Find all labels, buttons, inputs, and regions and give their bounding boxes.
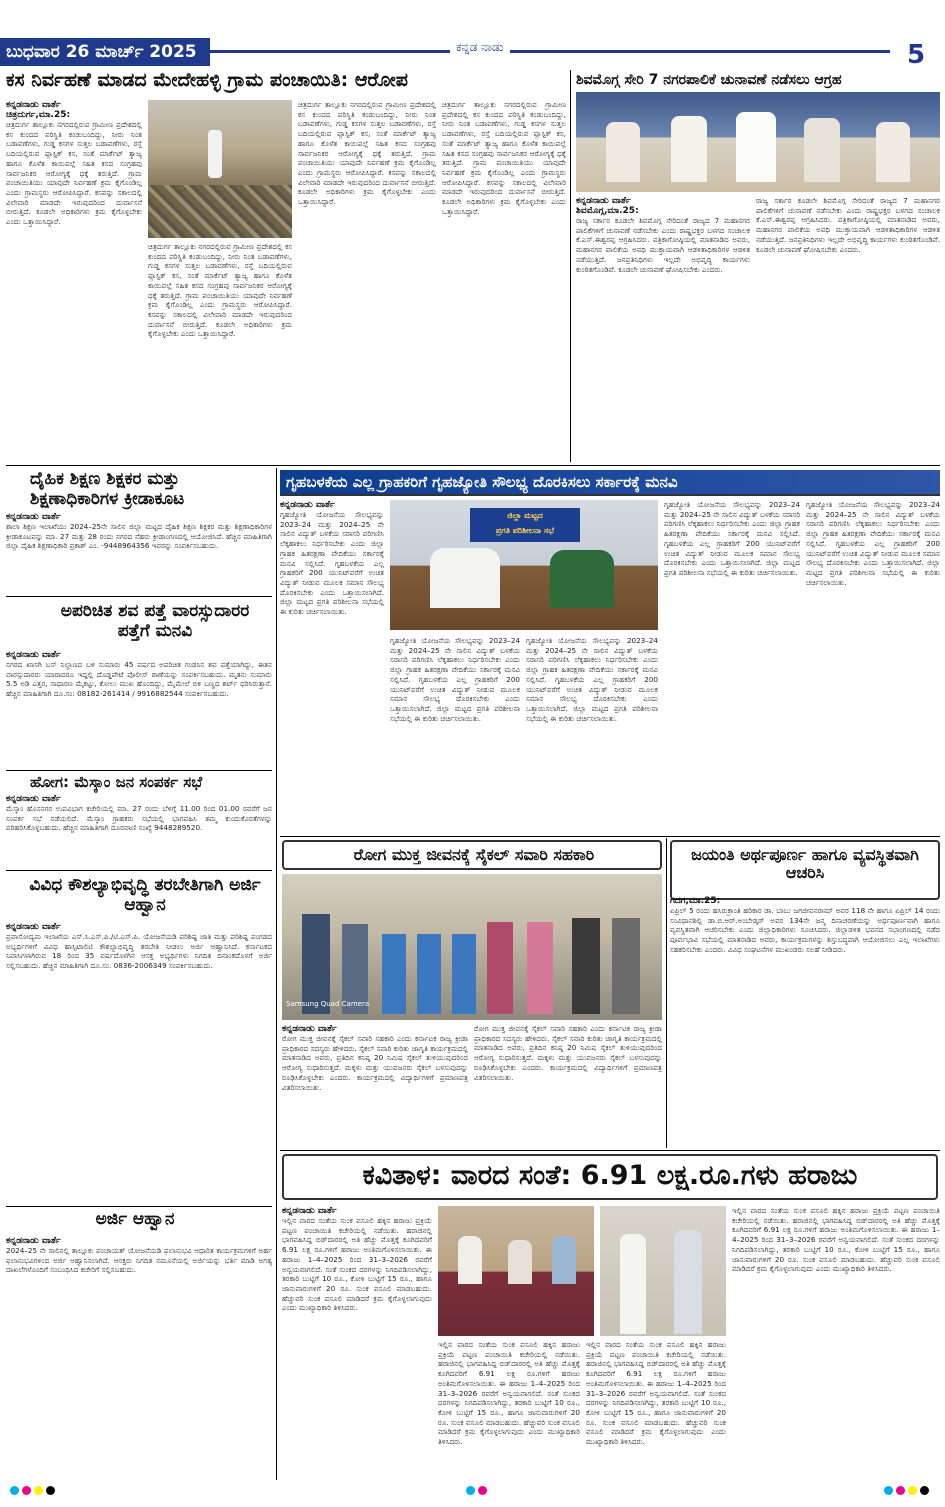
registration-dot <box>46 1486 55 1495</box>
headline-cycle: ರೋಗ ಮುಕ್ತ ಜೀವನಕ್ಕೆ ಸೈಕಲ್ ಸವಾರಿ ಸಹಕಾರಿ <box>353 845 595 864</box>
auction-photo-2 <box>600 1206 726 1336</box>
body-garbage-col3: ಚಿತ್ರದುರ್ಗ ತಾಲ್ಲೂಕು ನಗರದಲ್ಲಿರುವ ಗ್ರಾಮೀಣ ಪ್ರದೇಶದಲ್ಲಿ ಕಸ ಕುಂದದ ಪರಿಸ್ಥಿತಿ ಕಂಡುಬಂದಿದ್ದು, ನೀರು ನಿಂತ ಬಡಾವಣೆಗಳು, ಗುಡ್ಡ ಕಸಗಳ ಸುತ್ತಲ ಬಡಾವಣೆಗಳು, ರಸ್ತೆ ಬದಿಯಲ್ಲಿರುವ ಪ್ಲಾಸ್ಟಿಕ್ ಕಸ, ಸಂತೆ ಮಾರ್ಕೆಟ್ ತ್ಯಾಜ್ಯ ಹಾಗೂ ಕೊಳೆತ ಕಾಯಿಪಲ್ಲೆ ಸಹಿತ ಕಸದ ಸಂಗ್ರಹವು ಸಾರ್ವಜನಿಕರ ಆರೋಗ್ಯಕ್ಕೆ ಧಕ್ಕೆ ತರುತ್ತಿದೆ. ಗ್ರಾಮ ಪಂಚಾಯಿತಿಯು ಯಾವುದೇ ನಿರ್ವಹಣೆ ಕ್ರಮ ಕೈಗೊಂಡಿಲ್ಲ ಎಂದು ಗ್ರಾಮಸ್ಥರು ಆರೋಪಿಸಿದ್ದಾರೆ. ಕಸವನ್ನು ಸಕಾಲದಲ್ಲಿ ವಿಲೇವಾರಿ ಮಾಡದೇ ಇರುವುದರಿಂದ ದುರ್ವಾಸನೆ ಬೀರುತ್ತಿದೆ. ಕೂಡಲೇ ಅಧಿಕಾರಿಗಳು ಕ್ರಮ ಕೈಗೊಳ್ಳಬೇಕು ಎಂದು ಒತ್ತಾಯಿಸಿದ್ದಾರೆ. <box>298 100 436 207</box>
horizontal-rule-3 <box>280 1150 940 1151</box>
registration-dot <box>884 1486 893 1495</box>
byline-pe-teachers: ಕನ್ನಡನಾಡು ವಾರ್ತೆ <box>6 512 61 522</box>
headline-jayanthi: ಜಯಂತಿ ಅರ್ಥಪೂರ್ಣ ಹಾಗೂ ವ್ಯವಸ್ಥಿತವಾಗಿ ಆಚರಿಸಿ <box>691 845 919 883</box>
body-gruhajyothi-col5: ಗೃಹಜ್ಯೋತಿ ಯೋಜನೆಯ ಸೌಲಭ್ಯವನ್ನು 2023–24 ಮತ್ತು 2024–25 ನೇ ಸಾಲಿನ ವಿದ್ಯುತ್ ಬಳಕೆಯ ಸರಾಸರಿ ಪರಿಗಣಿಸಿ ಲೆಕ್ಕಹಾಕಲು ನಿರ್ಧರಿಸಬೇಕು ಎಂದು ಜಿಲ್ಲಾ ಗ್ರಾಹಕ ಹಿತರಕ್ಷಣಾ ವೇದಿಕೆಯು ಸರ್ಕಾರಕ್ಕೆ ಮನವಿ ಸಲ್ಲಿಸಿದೆ. ಗೃಹಬಳಕೆಯ ಎಲ್ಲ ಗ್ರಾಹಕರಿಗೆ 200 ಯುನಿಟ್‌ವರೆಗೆ ಉಚಿತ ವಿದ್ಯುತ್ ನೀಡುವ ಮೂಲಕ ಸಮಾನ ಸೌಲಭ್ಯ ದೊರಕಿಸಬೇಕು ಎಂದು ಒತ್ತಾಯಿಸಲಾಗಿದೆ. ಜಿಲ್ಲಾ ಮಟ್ಟದ ಪ್ರಗತಿ ಪರಿಶೀಲನಾ ಸಭೆಯಲ್ಲಿ ಈ ಕುರಿತು ಚರ್ಚಿಸಲಾಯಿತು. <box>806 500 940 587</box>
headline-mescom: ಹೋಗ: ಮೆಸ್ಕಾಂ ಜನ ಸಂಪರ್ಕ ಸಭೆ <box>30 773 203 791</box>
byline-garbage: ಕನ್ನಡನಾಡು ವಾರ್ತೆ <box>6 100 61 110</box>
body-garbage-col2: ಚಿತ್ರದುರ್ಗ ತಾಲ್ಲೂಕು ನಗರದಲ್ಲಿರುವ ಗ್ರಾಮೀಣ ಪ್ರದೇಶದಲ್ಲಿ ಕಸ ಕುಂದದ ಪರಿಸ್ಥಿತಿ ಕಂಡುಬಂದಿದ್ದು, ನೀರು ನಿಂತ ಬಡಾವಣೆಗಳು, ಗುಡ್ಡ ಕಸಗಳ ಸುತ್ತಲ ಬಡಾವಣೆಗಳು, ರಸ್ತೆ ಬದಿಯಲ್ಲಿರುವ ಪ್ಲಾಸ್ಟಿಕ್ ಕಸ, ಸಂತೆ ಮಾರ್ಕೆಟ್ ತ್ಯಾಜ್ಯ ಹಾಗೂ ಕೊಳೆತ ಕಾಯಿಪಲ್ಲೆ ಸಹಿತ ಕಸದ ಸಂಗ್ರಹವು ಸಾರ್ವಜನಿಕರ ಆರೋಗ್ಯಕ್ಕೆ ಧಕ್ಕೆ ತರುತ್ತಿದೆ. ಗ್ರಾಮ ಪಂಚಾಯಿತಿಯು ಯಾವುದೇ ನಿರ್ವಹಣೆ ಕ್ರಮ ಕೈಗೊಂಡಿಲ್ಲ ಎಂದು ಗ್ರಾಮಸ್ಥರು ಆರೋಪಿಸಿದ್ದಾರೆ. ಕಸವನ್ನು ಸಕಾಲದಲ್ಲಿ ವಿಲೇವಾರಿ ಮಾಡದೇ ಇರುವುದರಿಂದ ದುರ್ವಾಸನೆ ಬೀರುತ್ತಿದೆ. ಕೂಡಲೇ ಅಧಿಕಾರಿಗಳು ಕ್ರಮ ಕೈಗೊಳ್ಳಬೇಕು ಎಂದು ಒತ್ತಾಯಿಸಿದ್ದಾರೆ. <box>148 242 292 339</box>
dateline-garbage: ಚಿತ್ರದುರ್ಗ,ಮಾ.25: <box>6 110 71 120</box>
body-gruhajyothi-col3: ಗೃಹಜ್ಯೋತಿ ಯೋಜನೆಯ ಸೌಲಭ್ಯವನ್ನು 2023–24 ಮತ್ತು 2024–25 ನೇ ಸಾಲಿನ ವಿದ್ಯುತ್ ಬಳಕೆಯ ಸರಾಸರಿ ಪರಿಗಣಿಸಿ ಲೆಕ್ಕಹಾಕಲು ನಿರ್ಧರಿಸಬೇಕು ಎಂದು ಜಿಲ್ಲಾ ಗ್ರಾಹಕ ಹಿತರಕ್ಷಣಾ ವೇದಿಕೆಯು ಸರ್ಕಾರಕ್ಕೆ ಮನವಿ ಸಲ್ಲಿಸಿದೆ. ಗೃಹಬಳಕೆಯ ಎಲ್ಲ ಗ್ರಾಹಕರಿಗೆ 200 ಯುನಿಟ್‌ವರೆಗೆ ಉಚಿತ ವಿದ್ಯುತ್ ನೀಡುವ ಮೂಲಕ ಸಮಾನ ಸೌಲಭ್ಯ ದೊರಕಿಸಬೇಕು ಎಂದು ಒತ್ತಾಯಿಸಲಾಗಿದೆ. ಜಿಲ್ಲಾ ಮಟ್ಟದ ಪ್ರಗತಿ ಪರಿಶೀಲನಾ ಸಭೆಯಲ್ಲಿ ಈ ಕುರಿತು ಚರ್ಚಿಸಲಾಯಿತು. <box>526 636 658 723</box>
byline-unknown-body: ಕನ್ನಡನಾಡು ವಾರ್ತೆ <box>6 650 61 660</box>
issue-date: ಬುಧವಾರ 26 ಮಾರ್ಚ್ 2025 <box>0 38 210 66</box>
body-skill: ಪ್ರವಾಸೋದ್ಯಮ ಇಲಾಖೆಯ ಎಸ್.ಸಿ.ಎಸ್.ಪಿ./ಟಿ.ಎಸ್.ಪಿ. ಯೋಜನೆಯಡಿ ಪರಿಶಿಷ್ಟ ಜಾತಿ ಮತ್ತು ಪರಿಶಿಷ್ಟ ಪಂಗಡದ ಅಭ್ಯರ್ಥಿಗಳಿಗೆ ವಿವಿಧ ಹಾಸ್ಪಿಟಾಲಿಟಿ ಕೌಶಲ್ಯಾಭಿವೃದ್ಧಿ ತರಬೇತಿ ನೀಡಲು ಅರ್ಜಿ ಆಹ್ವಾನಿಸಿದೆ. ಕರ್ನಾಟಕದ ನಿವಾಸಿಗಳಾಗಿರುವ 18 ರಿಂದ 35 ವರ್ಷದೊಳಗಿನ ಆಸಕ್ತ ಅಭ್ಯರ್ಥಿಗಳು ನಿಗದಿತ ದಿನಾಂಕದೊಳಗೆ ಅರ್ಜಿ ಸಲ್ಲಿಸಬಹುದು. ಹೆಚ್ಚಿನ ಮಾಹಿತಿಗಾಗಿ ದೂ.ಸಂ. 0836-2006349 ಸಂಪರ್ಕಿಸಬಹುದು. <box>6 932 272 971</box>
body-garbage-col4: ಚಿತ್ರದುರ್ಗ ತಾಲ್ಲೂಕು ನಗರದಲ್ಲಿರುವ ಗ್ರಾಮೀಣ ಪ್ರದೇಶದಲ್ಲಿ ಕಸ ಕುಂದದ ಪರಿಸ್ಥಿತಿ ಕಂಡುಬಂದಿದ್ದು, ನೀರು ನಿಂತ ಬಡಾವಣೆಗಳು, ಗುಡ್ಡ ಕಸಗಳ ಸುತ್ತಲ ಬಡಾವಣೆಗಳು, ರಸ್ತೆ ಬದಿಯಲ್ಲಿರುವ ಪ್ಲಾಸ್ಟಿಕ್ ಕಸ, ಸಂತೆ ಮಾರ್ಕೆಟ್ ತ್ಯಾಜ್ಯ ಹಾಗೂ ಕೊಳೆತ ಕಾಯಿಪಲ್ಲೆ ಸಹಿತ ಕಸದ ಸಂಗ್ರಹವು ಸಾರ್ವಜನಿಕರ ಆರೋಗ್ಯಕ್ಕೆ ಧಕ್ಕೆ ತರುತ್ತಿದೆ. ಗ್ರಾಮ ಪಂಚಾಯಿತಿಯು ಯಾವುದೇ ನಿರ್ವಹಣೆ ಕ್ರಮ ಕೈಗೊಂಡಿಲ್ಲ ಎಂದು ಗ್ರಾಮಸ್ಥರು ಆರೋಪಿಸಿದ್ದಾರೆ. ಕಸವನ್ನು ಸಕಾಲದಲ್ಲಿ ವಿಲೇವಾರಿ ಮಾಡದೇ ಇರುವುದರಿಂದ ದುರ್ವಾಸನೆ ಬೀರುತ್ತಿದೆ. ಕೂಡಲೇ ಅಧಿಕಾರಿಗಳು ಕ್ರಮ ಕೈಗೊಳ್ಳಬೇಕು ಎಂದು ಒತ್ತಾಯಿಸಿದ್ದಾರೆ. <box>442 100 566 216</box>
auction-photo-1 <box>438 1206 594 1336</box>
body-mescom: ಮೆಸ್ಕಾಂ ಹೊಸನಗರ ಉಪವಿಭಾಗ ಕಚೇರಿಯಲ್ಲಿ ಮಾ. 27 ರಂದು ಬೆಳಿಗ್ಗೆ 11.00 ರಿಂದ 01.00 ರವರೆಗೆ ಜನ ಸಂಪರ್ಕ ಸಭೆ ನಡೆಯಲಿದೆ. ಮೆಸ್ಕಾಂ ಗ್ರಾಹಕರು ಸಭೆಯಲ್ಲಿ ಭಾಗವಹಿಸಿ ತಮ್ಮ ಕುಂದುಕೊರತೆಗಳನ್ನು ಪರಿಹರಿಸಿಕೊಳ್ಳಬಹುದು. ಹೆಚ್ಚಿನ ಮಾಹಿತಿಗಾಗಿ ದೂರವಾಣಿ ಸಂಖ್ಯೆ 9448289520. <box>6 804 272 833</box>
headline-unknown-body: ಅಪರಿಚಿತ ಶವ ಪತ್ತೆ ವಾರಸ್ಸುದಾರರ ಪತ್ತೆಗೆ ಮನವಿ <box>60 601 250 641</box>
headline-garbage: ಕಸ ನಿರ್ವಹಣೆ ಮಾಡದ ಮೇದೇಹಳ್ಳಿ ಗ್ರಾಮ ಪಂಚಾಯಿತಿ: ಆರೋಪ <box>6 69 408 91</box>
meeting-banner <box>470 508 580 542</box>
registration-dot <box>908 1486 917 1495</box>
horizontal-rule-1 <box>6 465 940 466</box>
vertical-rule-left <box>276 468 277 1480</box>
body-application: 2024–25 ನೇ ಸಾಲಿನಲ್ಲಿ ತಾಲ್ಲೂಕು ಪಂಚಾಯತ್ ಯೋಜನೆಯಡಿ ಫಲಾನುಭವಿ ಆಧಾರಿತ ಕಾರ್ಯಕ್ರಮಗಳಿಗೆ ಅರ್ಹ ಫಲಾನುಭವಿಗಳಿಂದ ಅರ್ಜಿ ಆಹ್ವಾನಿಸಲಾಗಿದೆ. ಆಸಕ್ತರು ನಿಗದಿತ ನಮೂನೆಯಲ್ಲಿ ಅರ್ಜಿಯನ್ನು ಭರ್ತಿ ಮಾಡಿ ಅಗತ್ಯ ದಾಖಲೆಗಳೊಂದಿಗೆ ಸಂಬಂಧಿಸಿದ ಕಚೇರಿಗೆ ಸಲ್ಲಿಸಬಹುದು. <box>6 1246 272 1275</box>
headline-skill: ವಿವಿಧ ಕೌಶಲ್ಯಾಭಿವೃದ್ಧಿ ತರಬೇತಿಗಾಗಿ ಅರ್ಜಿ ಆಹ್ವಾನ <box>29 875 261 915</box>
registration-dot <box>466 1486 475 1495</box>
body-shivamogga-col2: ರಾಜ್ಯ ಸರ್ಕಾರ ಕೂಡಲೇ ಶಿವಮೊಗ್ಗ ಸೇರಿದಂತೆ ರಾಜ್ಯದ 7 ಮಹಾನಗರ ಪಾಲಿಕೆಗಳಿಗೆ ಚುನಾವಣೆ ನಡೆಸಬೇಕು ಎಂದು ರಾಷ್ಟ್ರಭಕ್ತರ ಬಳಗದ ಸಂಚಾಲಕ ಕೆ.ಎಸ್.ಈಶ್ವರಪ್ಪ ಆಗ್ರಹಿಸಿದರು. ಪತ್ರಿಕಾಗೋಷ್ಠಿಯಲ್ಲಿ ಮಾತನಾಡಿದ ಅವರು, ಮಹಾನಗರ ಪಾಲಿಕೆಯ ಅವಧಿ ಮುಕ್ತಾಯವಾಗಿ ಆಡಳಿತಾಧಿಕಾರಿಗಳ ಆಡಳಿತ ನಡೆಯುತ್ತಿದೆ. ಜನಪ್ರತಿನಿಧಿಗಳು ಇಲ್ಲದೇ ಅಭಿವೃದ್ಧಿ ಕಾರ್ಯಗಳು ಕುಂಠಿತಗೊಂಡಿವೆ. ಕೂಡಲೇ ಚುನಾವಣೆ ಘೋಷಿಸಬೇಕು ಎಂದರು. <box>756 196 940 254</box>
body-market-col3: ಇಲ್ಲಿನ ವಾರದ ಸಂತೆಯ ಸುಂಕ ವಸೂಲಿ ಹಕ್ಕಿನ ಹರಾಜು ಪ್ರಕ್ರಿಯೆ ಪಟ್ಟಣ ಪಂಚಾಯಿತಿ ಕಚೇರಿಯಲ್ಲಿ ನಡೆಯಿತು. ಹರಾಜಿನಲ್ಲಿ ಭಾಗವಹಿಸಿದ್ದ ಬಿಡ್‌ದಾರರಲ್ಲಿ ಅತಿ ಹೆಚ್ಚು ಮೊತ್ತಕ್ಕೆ ಕೂಗಿದವರಿಗೆ 6.91 ಲಕ್ಷ ರೂ.ಗಳಿಗೆ ಹರಾಜು ಅಂತಿಮಗೊಳಿಸಲಾಯಿತು. ಈ ಹರಾಜು 1–4–2025 ರಿಂದ 31–3–2026 ರವರೆಗೆ ಅನ್ವಯವಾಗಲಿದೆ. ಸಂತೆ ಸುಂಕದ ದರಗಳನ್ನು ನಿಗದಿಪಡಿಸಲಾಗಿದ್ದು, ತರಕಾರಿ ಬುಟ್ಟಿಗೆ 10 ರೂ., ಕೋಳಿ ಬುಟ್ಟಿಗೆ 15 ರೂ., ಹಾಗೂ ಜಾನುವಾರುಗಳಿಗೆ 20 ರೂ. ಸುಂಕ ವಸೂಲಿ ಮಾಡಬಹುದು. ಹೆಚ್ಚುವರಿ ಸುಂಕ ವಸೂಲಿ ಮಾಡಿದರೆ ಕ್ರಮ ಕೈಗೊಳ್ಳಲಾಗುವುದು ಎಂದು ಮುಖ್ಯಾಧಿಕಾರಿ ತಿಳಿಸಿದರು. <box>586 1340 726 1447</box>
body-cycle-col1: ರೋಗ ಮುಕ್ತ ಜೀವನಕ್ಕೆ ಸೈಕಲ್ ಸವಾರಿ ಸಹಕಾರಿ ಎಂದು ಕರ್ನಾಟಕ ರಾಜ್ಯ ಕ್ರೀಡಾ ಪ್ರಾಧಿಕಾರದ ಸದಸ್ಯರು ಹೇಳಿದರು. ಸೈಕಲ್ ಸವಾರಿ ಕುರಿತು ಜಾಗೃತಿ ಕಾರ್ಯಕ್ರಮದಲ್ಲಿ ಮಾತನಾಡಿದ ಅವರು, ಪ್ರತಿದಿನ ಕನಿಷ್ಠ 20 ನಿಮಿಷ ಸೈಕಲ್ ತುಳಿಯುವುದರಿಂದ ಆರೋಗ್ಯ ಸುಧಾರಿಸುತ್ತದೆ. ಮಕ್ಕಳು ಮತ್ತು ಯುವಜನರು ಸೈಕಲ್ ಬಳಸುವುದನ್ನು ರೂಢಿಸಿಕೊಳ್ಳಬೇಕು ಎಂದರು. ಕಾರ್ಯಕ್ರಮದಲ್ಲಿ ವಿದ್ಯಾರ್ಥಿಗಳಿಗೆ ಪ್ರಮಾಣಪತ್ರ ವಿತರಿಸಲಾಯಿತು. <box>282 1034 468 1092</box>
horizontal-rule-2 <box>280 836 940 837</box>
dateline-jayanthi: ಗದಗ,ಮಾ.25: <box>670 896 721 906</box>
body-shivamogga-col1: ರಾಜ್ಯ ಸರ್ಕಾರ ಕೂಡಲೇ ಶಿವಮೊಗ್ಗ ಸೇರಿದಂತೆ ರಾಜ್ಯದ 7 ಮಹಾನಗರ ಪಾಲಿಕೆಗಳಿಗೆ ಚುನಾವಣೆ ನಡೆಸಬೇಕು ಎಂದು ರಾಷ್ಟ್ರಭಕ್ತರ ಬಳಗದ ಸಂಚಾಲಕ ಕೆ.ಎಸ್.ಈಶ್ವರಪ್ಪ ಆಗ್ರಹಿಸಿದರು. ಪತ್ರಿಕಾಗೋಷ್ಠಿಯಲ್ಲಿ ಮಾತನಾಡಿದ ಅವರು, ಮಹಾನಗರ ಪಾಲಿಕೆಯ ಅವಧಿ ಮುಕ್ತಾಯವಾಗಿ ಆಡಳಿತಾಧಿಕಾರಿಗಳ ಆಡಳಿತ ನಡೆಯುತ್ತಿದೆ. ಜನಪ್ರತಿನಿಧಿಗಳು ಇಲ್ಲದೇ ಅಭಿವೃದ್ಧಿ ಕಾರ್ಯಗಳು ಕುಂಠಿತಗೊಂಡಿವೆ. ಕೂಡಲೇ ಚುನಾವಣೆ ಘೋಷಿಸಬೇಕು ಎಂದರು. <box>576 216 750 274</box>
headline-application: ಅರ್ಜಿ ಆಹ್ವಾನ <box>95 1209 175 1229</box>
cycle-photo <box>282 874 662 1020</box>
byline-mescom: ಕನ್ನಡನಾಡು ವಾರ್ತೆ <box>6 794 61 804</box>
rule-left-1 <box>6 596 272 597</box>
body-unknown-body: ನಗರದ ಖಾಸಗಿ ಬಸ್ ನಿಲ್ದಾಣದ ಬಳಿ ಸುಮಾರು 45 ವರ್ಷದ ಅಪರಿಚಿತ ಗಂಡಸಿನ ಶವ ಪತ್ತೆಯಾಗಿದ್ದು, ಈತನ ವಾರಸ್ಸುದಾರರು ಯಾರಾದರೂ ಇದ್ದಲ್ಲಿ ದೊಡ್ಡಪೇಟೆ ಪೊಲೀಸ್ ಠಾಣೆಯನ್ನು ಸಂಪರ್ಕಿಸಬಹುದು. ಮೃತನು ಸುಮಾರು 5.5 ಅಡಿ ಎತ್ತರ, ಸಾಧಾರಣ ಮೈಕಟ್ಟು, ಕೋಲು ಮುಖ ಹೊಂದಿದ್ದು, ಮೈಮೇಲೆ ಬಿಳಿ ಬಣ್ಣದ ಶರ್ಟ್ ಧರಿಸಿರುತ್ತಾನೆ. ಹೆಚ್ಚಿನ ಮಾಹಿತಿಗಾಗಿ ದೂ.ಸಂ: 08182-261414 / 9916882544 ಸಂಪರ್ಕಿಸಬಹುದು. <box>6 660 272 699</box>
body-gruhajyothi-col2: ಗೃಹಜ್ಯೋತಿ ಯೋಜನೆಯ ಸೌಲಭ್ಯವನ್ನು 2023–24 ಮತ್ತು 2024–25 ನೇ ಸಾಲಿನ ವಿದ್ಯುತ್ ಬಳಕೆಯ ಸರಾಸರಿ ಪರಿಗಣಿಸಿ ಲೆಕ್ಕಹಾಕಲು ನಿರ್ಧರಿಸಬೇಕು ಎಂದು ಜಿಲ್ಲಾ ಗ್ರಾಹಕ ಹಿತರಕ್ಷಣಾ ವೇದಿಕೆಯು ಸರ್ಕಾರಕ್ಕೆ ಮನವಿ ಸಲ್ಲಿಸಿದೆ. ಗೃಹಬಳಕೆಯ ಎಲ್ಲ ಗ್ರಾಹಕರಿಗೆ 200 ಯುನಿಟ್‌ವರೆಗೆ ಉಚಿತ ವಿದ್ಯುತ್ ನೀಡುವ ಮೂಲಕ ಸಮಾನ ಸೌಲಭ್ಯ ದೊರಕಿಸಬೇಕು ಎಂದು ಒತ್ತಾಯಿಸಲಾಗಿದೆ. ಜಿಲ್ಲಾ ಮಟ್ಟದ ಪ್ರಗತಿ ಪರಿಶೀಲನಾ ಸಭೆಯಲ್ಲಿ ಈ ಕುರಿತು ಚರ್ಚಿಸಲಾಯಿತು. <box>390 636 520 723</box>
rule-left-4 <box>6 1206 272 1207</box>
byline-gruhajyothi: ಕನ್ನಡನಾಡು ವಾರ್ತೆ <box>280 500 335 510</box>
camera-watermark: Samsung Quad Camera <box>286 1000 370 1008</box>
dateline-shivamogga: ಶಿವಮೊಗ್ಗ,ಮಾ.25: <box>576 206 639 216</box>
headline-pe-teachers: ದೈಹಿಕ ಶಿಕ್ಷಣ ಶಿಕ್ಷಕರ ಮತ್ತು ಶಿಕ್ಷಣಾಧಿಕಾರಿಗಳ ಕ್ರೀಡಾಕೂಟ <box>30 469 185 509</box>
byline-cycle: ಕನ್ನಡನಾಡು ವಾರ್ತೆ <box>282 1024 337 1034</box>
rule-left-3 <box>6 870 272 871</box>
meeting-banner-line2: ಪ್ರಗತಿ ಪರಿಶೀಲನಾ ಸಭೆ <box>495 526 555 535</box>
body-pe-teachers: ಶಾಲಾ ಶಿಕ್ಷಣ ಇಲಾಖೆಯು 2024–25ನೇ ಸಾಲಿನ ಜಿಲ್ಲಾ ಮಟ್ಟದ ದೈಹಿಕ ಶಿಕ್ಷಣ ಶಿಕ್ಷಕರ ಮತ್ತು ಶಿಕ್ಷಣಾಧಿಕಾರಿಗಳ ಕ್ರೀಡಾಕೂಟವನ್ನು ಮಾ. 27 ಮತ್ತು 28 ರಂದು ನಗರದ ನೆಹರು ಕ್ರೀಡಾಂಗಣದಲ್ಲಿ ಆಯೋಜಿಸಿದೆ. ಹೆಚ್ಚಿನ ಮಾಹಿತಿಗಾಗಿ ಜಿಲ್ಲಾ ದೈಹಿಕ ಶಿಕ್ಷಣಾಧಿಕಾರಿ ಪ್ರಕಾಶ್ ಎಂ. -9448964356 ಇವರನ್ನು ಸಂಪರ್ಕಿಸಬಹುದು. <box>6 522 272 551</box>
registration-dot <box>10 1486 19 1495</box>
press-meet-photo <box>576 92 940 192</box>
byline-market: ಕನ್ನಡನಾಡು ವಾರ್ತೆ <box>282 1206 337 1216</box>
paper-name: ಕನ್ನಡ ನಾಡು <box>450 40 510 55</box>
registration-dot <box>34 1486 43 1495</box>
registration-dot <box>22 1486 31 1495</box>
byline-shivamogga: ಕನ್ನಡನಾಡು ವಾರ್ತೆ <box>576 196 631 206</box>
page-number: 5 <box>906 40 926 70</box>
body-market-col1: ಇಲ್ಲಿನ ವಾರದ ಸಂತೆಯ ಸುಂಕ ವಸೂಲಿ ಹಕ್ಕಿನ ಹರಾಜು ಪ್ರಕ್ರಿಯೆ ಪಟ್ಟಣ ಪಂಚಾಯಿತಿ ಕಚೇರಿಯಲ್ಲಿ ನಡೆಯಿತು. ಹರಾಜಿನಲ್ಲಿ ಭಾಗವಹಿಸಿದ್ದ ಬಿಡ್‌ದಾರರಲ್ಲಿ ಅತಿ ಹೆಚ್ಚು ಮೊತ್ತಕ್ಕೆ ಕೂಗಿದವರಿಗೆ 6.91 ಲಕ್ಷ ರೂ.ಗಳಿಗೆ ಹರಾಜು ಅಂತಿಮಗೊಳಿಸಲಾಯಿತು. ಈ ಹರಾಜು 1–4–2025 ರಿಂದ 31–3–2026 ರವರೆಗೆ ಅನ್ವಯವಾಗಲಿದೆ. ಸಂತೆ ಸುಂಕದ ದರಗಳನ್ನು ನಿಗದಿಪಡಿಸಲಾಗಿದ್ದು, ತರಕಾರಿ ಬುಟ್ಟಿಗೆ 10 ರೂ., ಕೋಳಿ ಬುಟ್ಟಿಗೆ 15 ರೂ., ಹಾಗೂ ಜಾನುವಾರುಗಳಿಗೆ 20 ರೂ. ಸುಂಕ ವಸೂಲಿ ಮಾಡಬಹುದು. ಹೆಚ್ಚುವರಿ ಸುಂಕ ವಸೂಲಿ ಮಾಡಿದರೆ ಕ್ರಮ ಕೈಗೊಳ್ಳಲಾಗುವುದು ಎಂದು ಮುಖ್ಯಾಧಿಕಾರಿ ತಿಳಿಸಿದರು. <box>282 1216 432 1313</box>
headline-market: ಕವಿತಾಳ: ವಾರದ ಸಂತೆ: 6.91 ಲಕ್ಷ.ರೂ.ಗಳು ಹರಾಜು <box>362 1160 858 1191</box>
meeting-banner-line1: ಜಿಲ್ಲಾ ಮಟ್ಟದ <box>507 511 543 520</box>
meeting-photo <box>390 500 658 630</box>
body-market-col2: ಇಲ್ಲಿನ ವಾರದ ಸಂತೆಯ ಸುಂಕ ವಸೂಲಿ ಹಕ್ಕಿನ ಹರಾಜು ಪ್ರಕ್ರಿಯೆ ಪಟ್ಟಣ ಪಂಚಾಯಿತಿ ಕಚೇರಿಯಲ್ಲಿ ನಡೆಯಿತು. ಹರಾಜಿನಲ್ಲಿ ಭಾಗವಹಿಸಿದ್ದ ಬಿಡ್‌ದಾರರಲ್ಲಿ ಅತಿ ಹೆಚ್ಚು ಮೊತ್ತಕ್ಕೆ ಕೂಗಿದವರಿಗೆ 6.91 ಲಕ್ಷ ರೂ.ಗಳಿಗೆ ಹರಾಜು ಅಂತಿಮಗೊಳಿಸಲಾಯಿತು. ಈ ಹರಾಜು 1–4–2025 ರಿಂದ 31–3–2026 ರವರೆಗೆ ಅನ್ವಯವಾಗಲಿದೆ. ಸಂತೆ ಸುಂಕದ ದರಗಳನ್ನು ನಿಗದಿಪಡಿಸಲಾಗಿದ್ದು, ತರಕಾರಿ ಬುಟ್ಟಿಗೆ 10 ರೂ., ಕೋಳಿ ಬುಟ್ಟಿಗೆ 15 ರೂ., ಹಾಗೂ ಜಾನುವಾರುಗಳಿಗೆ 20 ರೂ. ಸುಂಕ ವಸೂಲಿ ಮಾಡಬಹುದು. ಹೆಚ್ಚುವರಿ ಸುಂಕ ವಸೂಲಿ ಮಾಡಿದರೆ ಕ್ರಮ ಕೈಗೊಳ್ಳಲಾಗುವುದು ಎಂದು ಮುಖ್ಯಾಧಿಕಾರಿ ತಿಳಿಸಿದರು. <box>438 1340 580 1447</box>
header-rule <box>210 50 890 53</box>
body-garbage-col1: ಚಿತ್ರದುರ್ಗ ತಾಲ್ಲೂಕು ನಗರದಲ್ಲಿರುವ ಗ್ರಾಮೀಣ ಪ್ರದೇಶದಲ್ಲಿ ಕಸ ಕುಂದದ ಪರಿಸ್ಥಿತಿ ಕಂಡುಬಂದಿದ್ದು, ನೀರು ನಿಂತ ಬಡಾವಣೆಗಳು, ಗುಡ್ಡ ಕಸಗಳ ಸುತ್ತಲ ಬಡಾವಣೆಗಳು, ರಸ್ತೆ ಬದಿಯಲ್ಲಿರುವ ಪ್ಲಾಸ್ಟಿಕ್ ಕಸ, ಸಂತೆ ಮಾರ್ಕೆಟ್ ತ್ಯಾಜ್ಯ ಹಾಗೂ ಕೊಳೆತ ಕಾಯಿಪಲ್ಲೆ ಸಹಿತ ಕಸದ ಸಂಗ್ರಹವು ಸಾರ್ವಜನಿಕರ ಆರೋಗ್ಯಕ್ಕೆ ಧಕ್ಕೆ ತರುತ್ತಿದೆ. ಗ್ರಾಮ ಪಂಚಾಯಿತಿಯು ಯಾವುದೇ ನಿರ್ವಹಣೆ ಕ್ರಮ ಕೈಗೊಂಡಿಲ್ಲ ಎಂದು ಗ್ರಾಮಸ್ಥರು ಆರೋಪಿಸಿದ್ದಾರೆ. ಕಸವನ್ನು ಸಕಾಲದಲ್ಲಿ ವಿಲೇವಾರಿ ಮಾಡದೇ ಇರುವುದರಿಂದ ದುರ್ವಾಸನೆ ಬೀರುತ್ತಿದೆ. ಕೂಡಲೇ ಅಧಿಕಾರಿಗಳು ಕ್ರಮ ಕೈಗೊಳ್ಳಬೇಕು ಎಂದು ಒತ್ತಾಯಿಸಿದ್ದಾರೆ. <box>6 120 142 227</box>
body-market-col4: ಇಲ್ಲಿನ ವಾರದ ಸಂತೆಯ ಸುಂಕ ವಸೂಲಿ ಹಕ್ಕಿನ ಹರಾಜು ಪ್ರಕ್ರಿಯೆ ಪಟ್ಟಣ ಪಂಚಾಯಿತಿ ಕಚೇರಿಯಲ್ಲಿ ನಡೆಯಿತು. ಹರಾಜಿನಲ್ಲಿ ಭಾಗವಹಿಸಿದ್ದ ಬಿಡ್‌ದಾರರಲ್ಲಿ ಅತಿ ಹೆಚ್ಚು ಮೊತ್ತಕ್ಕೆ ಕೂಗಿದವರಿಗೆ 6.91 ಲಕ್ಷ ರೂ.ಗಳಿಗೆ ಹರಾಜು ಅಂತಿಮಗೊಳಿಸಲಾಯಿತು. ಈ ಹರಾಜು 1–4–2025 ರಿಂದ 31–3–2026 ರವರೆಗೆ ಅನ್ವಯವಾಗಲಿದೆ. ಸಂತೆ ಸುಂಕದ ದರಗಳನ್ನು ನಿಗದಿಪಡಿಸಲಾಗಿದ್ದು, ತರಕಾರಿ ಬುಟ್ಟಿಗೆ 10 ರೂ., ಕೋಳಿ ಬುಟ್ಟಿಗೆ 15 ರೂ., ಹಾಗೂ ಜಾನುವಾರುಗಳಿಗೆ 20 ರೂ. ಸುಂಕ ವಸೂಲಿ ಮಾಡಬಹುದು. ಹೆಚ್ಚುವರಿ ಸುಂಕ ವಸೂಲಿ ಮಾಡಿದರೆ ಕ್ರಮ ಕೈಗೊಳ್ಳಲಾಗುವುದು ಎಂದು ಮುಖ್ಯಾಧಿಕಾರಿ ತಿಳಿಸಿದರು. <box>732 1206 940 1274</box>
vertical-rule-mid <box>666 838 667 1148</box>
registration-dot <box>478 1486 487 1495</box>
registration-dot <box>920 1486 929 1495</box>
registration-marks <box>0 1484 945 1498</box>
byline-application: ಕನ್ನಡನಾಡು ವಾರ್ತೆ <box>6 1236 61 1246</box>
body-jayanthi: ಏಪ್ರಿಲ್ 5 ರಂದು ಹಸಿರುಕ್ರಾಂತಿ ಹರಿಕಾರ ಡಾ. ಬಾಬು ಜಗಜೀವನರಾಮ್ ಅವರ 118 ನೇ ಹಾಗೂ ಏಪ್ರಿಲ್ 14 ರಂದು ಸಂವಿಧಾನಶಿಲ್ಪಿ ಡಾ.ಬಿ.ಆರ್.ಅಂಬೇಡ್ಕರ್ ಅವರ 134ನೇ ಜನ್ಮ ದಿನಾಚರಣೆಯನ್ನು ಅರ್ಥಪೂರ್ಣವಾಗಿ ಹಾಗೂ ವ್ಯವಸ್ಥಿತವಾಗಿ ಆಚರಿಸಬೇಕು ಎಂದು ಜಿಲ್ಲಾಧಿಕಾರಿಗಳು ಸೂಚಿಸಿದರು. ಜಿಲ್ಲಾಡಳಿತ ಭವನದ ಸಭಾಂಗಣದಲ್ಲಿ ನಡೆದ ಪೂರ್ವಭಾವಿ ಸಭೆಯಲ್ಲಿ ಮಾತನಾಡಿದ ಅವರು, ಕಾರ್ಯಕ್ರಮಗಳನ್ನು ಶಿಸ್ತುಬದ್ಧವಾಗಿ ಆಯೋಜಿಸಲು ಎಲ್ಲ ಇಲಾಖೆಗಳು ಸಹಕರಿಸಬೇಕು ಎಂದರು. ವಿವಿಧ ಸಂಘಟನೆಗಳ ಮುಖಂಡರು ಸಲಹೆ ನೀಡಿದರು. <box>670 906 940 954</box>
body-gruhajyothi-col4: ಗೃಹಜ್ಯೋತಿ ಯೋಜನೆಯ ಸೌಲಭ್ಯವನ್ನು 2023–24 ಮತ್ತು 2024–25 ನೇ ಸಾಲಿನ ವಿದ್ಯುತ್ ಬಳಕೆಯ ಸರಾಸರಿ ಪರಿಗಣಿಸಿ ಲೆಕ್ಕಹಾಕಲು ನಿರ್ಧರಿಸಬೇಕು ಎಂದು ಜಿಲ್ಲಾ ಗ್ರಾಹಕ ಹಿತರಕ್ಷಣಾ ವೇದಿಕೆಯು ಸರ್ಕಾರಕ್ಕೆ ಮನವಿ ಸಲ್ಲಿಸಿದೆ. ಗೃಹಬಳಕೆಯ ಎಲ್ಲ ಗ್ರಾಹಕರಿಗೆ 200 ಯುನಿಟ್‌ವರೆಗೆ ಉಚಿತ ವಿದ್ಯುತ್ ನೀಡುವ ಮೂಲಕ ಸಮಾನ ಸೌಲಭ್ಯ ದೊರಕಿಸಬೇಕು ಎಂದು ಒತ್ತಾಯಿಸಲಾಗಿದೆ. ಜಿಲ್ಲಾ ಮಟ್ಟದ ಪ್ರಗತಿ ಪರಿಶೀಲನಾ ಸಭೆಯಲ್ಲಿ ಈ ಕುರಿತು ಚರ್ಚಿಸಲಾಯಿತು. <box>664 500 800 578</box>
headline-gruhajyothi: ಗೃಹಬಳಕೆಯ ಎಲ್ಲ ಗ್ರಾಹಕರಿಗೆ ಗೃಹಜ್ಯೋತಿ ಸೌಲಭ್ಯ ದೊರಕಿಸಲು ಸರ್ಕಾರಕ್ಕೆ ಮನವಿ <box>286 473 678 491</box>
headline-shivamogga: ಶಿವಮೊಗ್ಗ ಸೇರಿ 7 ನಗರಪಾಲಿಕೆ ಚುನಾವಣೆ ನಡೆಸಲು ಆಗ್ರಹ <box>576 72 842 88</box>
body-cycle-col2: ರೋಗ ಮುಕ್ತ ಜೀವನಕ್ಕೆ ಸೈಕಲ್ ಸವಾರಿ ಸಹಕಾರಿ ಎಂದು ಕರ್ನಾಟಕ ರಾಜ್ಯ ಕ್ರೀಡಾ ಪ್ರಾಧಿಕಾರದ ಸದಸ್ಯರು ಹೇಳಿದರು. ಸೈಕಲ್ ಸವಾರಿ ಕುರಿತು ಜಾಗೃತಿ ಕಾರ್ಯಕ್ರಮದಲ್ಲಿ ಮಾತನಾಡಿದ ಅವರು, ಪ್ರತಿದಿನ ಕನಿಷ್ಠ 20 ನಿಮಿಷ ಸೈಕಲ್ ತುಳಿಯುವುದರಿಂದ ಆರೋಗ್ಯ ಸುಧಾರಿಸುತ್ತದೆ. ಮಕ್ಕಳು ಮತ್ತು ಯುವಜನರು ಸೈಕಲ್ ಬಳಸುವುದನ್ನು ರೂಢಿಸಿಕೊಳ್ಳಬೇಕು ಎಂದರು. ಕಾರ್ಯಕ್ರಮದಲ್ಲಿ ವಿದ್ಯಾರ್ಥಿಗಳಿಗೆ ಪ್ರಮಾಣಪತ್ರ ವಿತರಿಸಲಾಯಿತು. <box>474 1024 662 1082</box>
vertical-rule-top <box>570 70 571 462</box>
body-gruhajyothi-col1: ಗೃಹಜ್ಯೋತಿ ಯೋಜನೆಯ ಸೌಲಭ್ಯವನ್ನು 2023–24 ಮತ್ತು 2024–25 ನೇ ಸಾಲಿನ ವಿದ್ಯುತ್ ಬಳಕೆಯ ಸರಾಸರಿ ಪರಿಗಣಿಸಿ ಲೆಕ್ಕಹಾಕಲು ನಿರ್ಧರಿಸಬೇಕು ಎಂದು ಜಿಲ್ಲಾ ಗ್ರಾಹಕ ಹಿತರಕ್ಷಣಾ ವೇದಿಕೆಯು ಸರ್ಕಾರಕ್ಕೆ ಮನವಿ ಸಲ್ಲಿಸಿದೆ. ಗೃಹಬಳಕೆಯ ಎಲ್ಲ ಗ್ರಾಹಕರಿಗೆ 200 ಯುನಿಟ್‌ವರೆಗೆ ಉಚಿತ ವಿದ್ಯುತ್ ನೀಡುವ ಮೂಲಕ ಸಮಾನ ಸೌಲಭ್ಯ ದೊರಕಿಸಬೇಕು ಎಂದು ಒತ್ತಾಯಿಸಲಾಗಿದೆ. ಜಿಲ್ಲಾ ಮಟ್ಟದ ಪ್ರಗತಿ ಪರಿಶೀಲನಾ ಸಭೆಯಲ್ಲಿ ಈ ಕುರಿತು ಚರ್ಚಿಸಲಾಯಿತು. <box>280 510 384 617</box>
rule-left-2 <box>6 770 272 771</box>
garbage-photo <box>148 100 292 238</box>
byline-skill: ಕನ್ನಡನಾಡು ವಾರ್ತೆ <box>6 922 61 932</box>
registration-dot <box>896 1486 905 1495</box>
